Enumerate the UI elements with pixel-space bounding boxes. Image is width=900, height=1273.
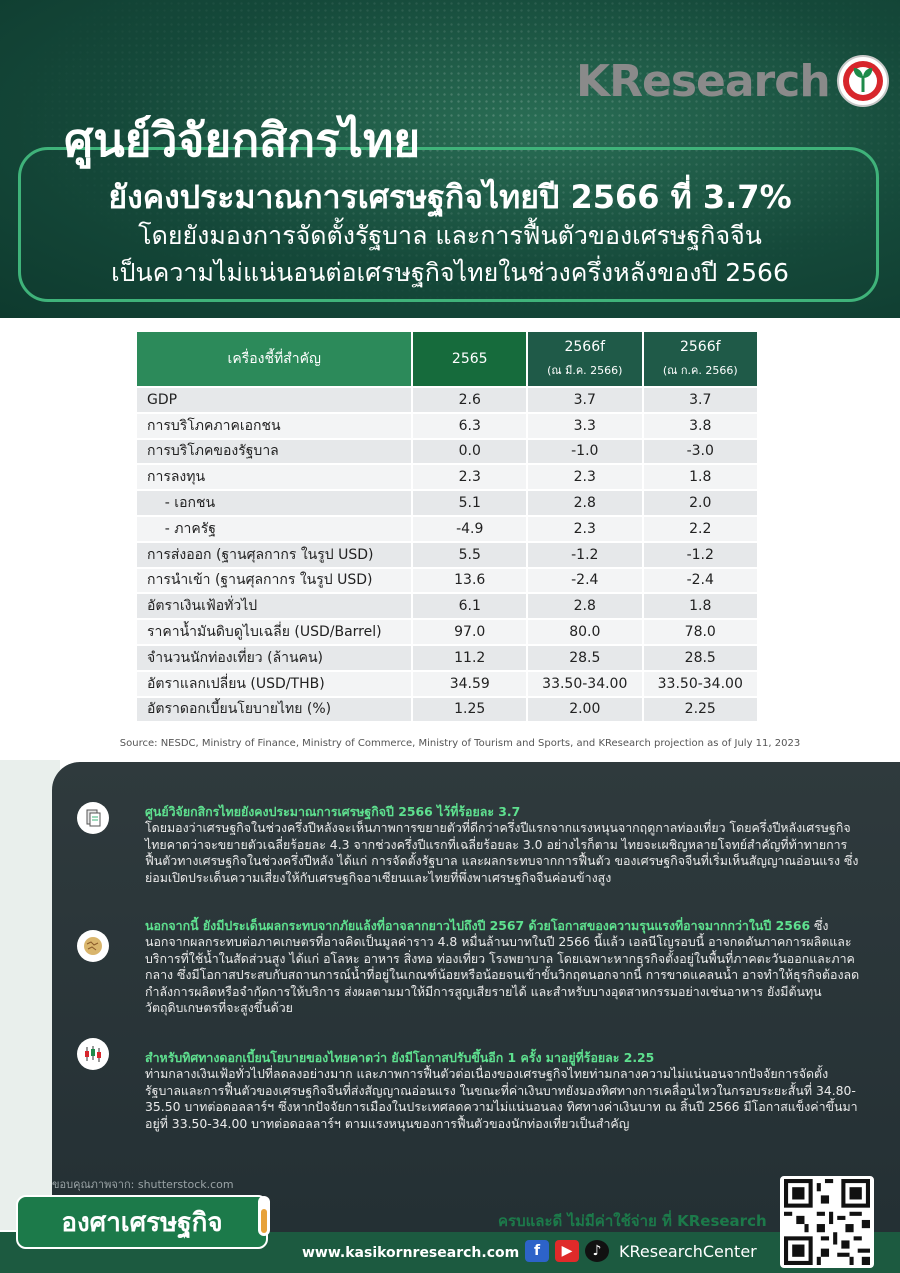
row-value: 2.25 [643, 697, 759, 723]
row-value: 28.5 [643, 645, 759, 671]
header-2565: 2565 [412, 331, 527, 387]
row-value: -3.0 [643, 439, 759, 465]
table-row [136, 619, 758, 645]
row-value: 2.3 [527, 464, 642, 490]
row-label: GDP [136, 387, 412, 413]
header-banner [0, 0, 900, 318]
row-value: 3.7 [643, 387, 759, 413]
row-value: 2.6 [412, 387, 527, 413]
youtube-icon[interactable]: ▶ [555, 1240, 579, 1262]
row-value: 2.0 [643, 490, 759, 516]
row-value: 2.3 [527, 516, 642, 542]
row-value: 80.0 [527, 619, 642, 645]
row-label: การบริโภคของรัฐบาล [136, 439, 412, 465]
table-row [136, 490, 758, 516]
header-indicator: เครื่องชี้ที่สำคัญ [136, 331, 412, 387]
row-value: 33.50-34.00 [643, 671, 759, 697]
point-3-heading: สำหรับทิศทางดอกเบี้ยนโยบายของไทยคาดว่า ยังมีโอกาสปรับขึ้นอีก 1 ครั้ง มาอยู่ที่ร้อยละ 2.25 [145, 1050, 655, 1065]
point-1-body: โดยมองว่าเศรษฐกิจในช่วงครึ่งปีหลังจะเห็นภาพการขยายตัวที่ดีกว่าครึ่งปีแรกจากแรงหนุนจากฤดูกาลท่องเที่ยว โดยครึ่งปีหลังเศรษฐกิจไทยคาดว่าจะขยายตัวเฉลี่ยร้อยละ 4.3 จากช่วงครึ่งปีแรกที่เฉลี่ยร้อยละ 3.0 อย่างไรก็ตาม ไทยจะเผชิญหลายโจทย์สำคัญที่ท้าทายการฟื้นตัวทางเศรษฐกิจในช่วงครึ่งปีหลัง ได้แก่ การจัดตั้งรัฐบาล และผลกระทบจากการฟื้นตัว ของเศรษฐกิจจีนที่เริ่มเห็นสัญญาณอ่อนแรง ซึ่งย่อมเปิดประเด็นความเสี่ยงให้กับเศรษฐกิจอาเซียนและไทยที่พึ่งพาเศรษฐกิจจีนค่อนข้างสูง [145, 820, 859, 885]
thermometer-icon [258, 1196, 270, 1236]
table-row [136, 645, 758, 671]
point-1 [145, 804, 860, 886]
row-label: อัตราเงินเฟ้อทั่วไป [136, 593, 412, 619]
header-2566f-jul: 2566f (ณ ก.ค. 2566) [643, 331, 759, 387]
point-1-heading: ศูนย์วิจัยกสิกรไทยยังคงประมาณการเศรษฐกิจปี 2566 ไว้ที่ร้อยละ 3.7 [145, 804, 521, 819]
row-value: 13.6 [412, 568, 527, 594]
row-value: 11.2 [412, 645, 527, 671]
row-value: 2.00 [527, 697, 642, 723]
row-value: 3.8 [643, 413, 759, 439]
point-2-heading: นอกจากนี้ ยังมีประเด็นผลกระทบจากภัยแล้งที่อาจลากยาวไปถึงปี 2567 ด้วยโอกาสของความรุนแรงที่อาจมากกว่าในปี 2566 [145, 918, 811, 933]
headline-sub-1: โดยยังมองการจัดตั้งรัฐบาล และการฟื้นตัวของเศรษฐกิจจีน [138, 221, 762, 250]
row-value: 97.0 [412, 619, 527, 645]
candlestick-chart-icon [77, 1038, 109, 1070]
point-3-body: ท่ามกลางเงินเฟ้อทั่วไปที่ลดลงอย่างมาก และภาพการฟื้นตัวต่อเนื่องของเศรษฐกิจไทยท่ามกลางความไม่แน่นอนจากปัจจัยการจัดตั้งรัฐบาลและการฟื้นตัวของเศรษฐกิจจีนที่ส่งสัญญาณอ่อนแรง ในขณะที่ค่าเงินบาทยังมองทิศทางการเคลื่อนไหวในกรอบระยะสั้นที่ 34.80-35.50 บาทต่อดอลลาร์ฯ ซึ่งหากปัจจัยการเมืองในประเทศลดความไม่แน่นอนลง ทิศทางค่าเงินบาท ณ สิ้นปี 2566 มีโอกาสแข็งค่าขึ้นมาอยู่ที่ 33.50-34.00 บาทต่อดอลลาร์ฯ ตามแรงหนุนของการฟื้นตัวของนักท่องเที่ยวเป็นสำคัญ [145, 1066, 858, 1131]
tiktok-icon[interactable]: ♪ [585, 1240, 609, 1262]
row-value: 78.0 [643, 619, 759, 645]
row-value: 0.0 [412, 439, 527, 465]
drought-globe-icon [77, 930, 109, 962]
kresearch-logo [576, 54, 890, 108]
row-value: 3.3 [527, 413, 642, 439]
table-row [136, 568, 758, 594]
row-label: - ภาครัฐ [136, 516, 412, 542]
headline-sub-2: เป็นความไม่แน่นอนต่อเศรษฐกิจไทยในช่วงครึ่งหลังของปี 2566 [111, 258, 789, 287]
row-value: -1.2 [643, 542, 759, 568]
row-label: - เอกชน [136, 490, 412, 516]
org-title: ศูนย์วิจัยกสิกรไทย [64, 113, 421, 167]
document-icon [77, 802, 109, 834]
table-row [136, 671, 758, 697]
row-label: จำนวนนักท่องเที่ยว (ล้านคน) [136, 645, 412, 671]
forecast-table [135, 330, 759, 723]
row-value: 2.8 [527, 593, 642, 619]
row-label: อัตราแลกเปลี่ยน (USD/THB) [136, 671, 412, 697]
row-value: 2.8 [527, 490, 642, 516]
social-links [525, 1240, 757, 1262]
table-source: Source: NESDC, Ministry of Finance, Ministry of Commerce, Ministry of Tourism and Sports, and KResearch projection as of July 11, 2023 [119, 738, 801, 749]
row-label: การลงทุน [136, 464, 412, 490]
row-label: ราคาน้ำมันดิบดูไบเฉลี่ย (USD/Barrel) [136, 619, 412, 645]
table-row [136, 697, 758, 723]
table-row [136, 593, 758, 619]
header-2566f-mar: 2566f (ณ มี.ค. 2566) [527, 331, 642, 387]
table-row [136, 387, 758, 413]
row-value: 1.25 [412, 697, 527, 723]
table-row [136, 439, 758, 465]
row-value: -1.0 [527, 439, 642, 465]
row-value: -1.2 [527, 542, 642, 568]
row-value: 6.1 [412, 593, 527, 619]
point-2 [145, 918, 860, 1016]
row-value: -4.9 [412, 516, 527, 542]
point-2-body: ซึ่งนอกจากผลกระทบต่อภาคเกษตรที่อาจคิดเป็นมูลค่าราว 4.8 หมื่นล้านบาทในปี 2566 นี้แล้ว เอลนีโญรอบนี้ อาจกดดันภาคการผลิตและบริการที่ใช้น้ำในสัดส่วนสูง ได้แก่ อโลหะ อาหาร สิ่งทอ ท่องเที่ยว โรงพยาบาล โดยเฉพาะหากธุรกิจตั้งอยู่ในพื้นที่ภาคตะวันออกและภาคกลาง ซึ่งมีโอกาสประสบกับสถานการณ์น้ำที่อยู่ในเกณฑ์น้อยหรือน้อยจนเข้าขั้นวิกฤตนอกจากนี้ การขาดแคลนน้ำ อาจทำให้ธุรกิจต้องลดกำลังการผลิตหรือจำกัดการให้บริการ ส่งผลตามมาให้มีการสูญเสียรายได้ และสำหรับบางอุตสาหกรรมอย่างเช่นอาหาร ยังมีต้นทุนวัตถุดิบเกษตรที่จะสูงขึ้นด้วย [145, 918, 860, 1016]
row-value: 6.3 [412, 413, 527, 439]
table-row [136, 516, 758, 542]
qr-code[interactable] [780, 1176, 874, 1268]
table-row [136, 542, 758, 568]
row-value: -2.4 [643, 568, 759, 594]
table-header-row [136, 331, 758, 387]
brand-badge: องศาเศรษฐกิจ [16, 1195, 268, 1249]
headline-main: ยังคงประมาณการเศรษฐกิจไทยปี 2566 ที่ 3.7% [108, 178, 792, 216]
website-link[interactable]: www.kasikornresearch.com [302, 1245, 520, 1261]
row-label: การส่งออก (ฐานศุลกากร ในรูป USD) [136, 542, 412, 568]
table-row [136, 413, 758, 439]
row-value: 3.7 [527, 387, 642, 413]
row-value: 2.2 [643, 516, 759, 542]
row-value: 5.5 [412, 542, 527, 568]
row-value: -2.4 [527, 568, 642, 594]
footer-tagline: ครบและดี ไม่มีค่าใช้จ่าย ที่ KResearch [498, 1212, 767, 1230]
logo-text: KResearch [576, 55, 830, 107]
row-value: 1.8 [643, 464, 759, 490]
row-label: อัตราดอกเบี้ยนโยบายไทย (%) [136, 697, 412, 723]
row-label: การนำเข้า (ฐานศุลกากร ในรูป USD) [136, 568, 412, 594]
social-handle[interactable]: KResearchCenter [619, 1241, 757, 1261]
row-value: 33.50-34.00 [527, 671, 642, 697]
row-value: 1.8 [643, 593, 759, 619]
row-value: 5.1 [412, 490, 527, 516]
row-value: 28.5 [527, 645, 642, 671]
facebook-icon[interactable]: f [525, 1240, 549, 1262]
kbank-leaf-icon [836, 54, 890, 108]
row-label: การบริโภคภาคเอกชน [136, 413, 412, 439]
point-3 [145, 1050, 860, 1132]
panel-side-accent [0, 760, 60, 1230]
row-value: 34.59 [412, 671, 527, 697]
photo-credit: ขอบคุณภาพจาก: shutterstock.com [52, 1178, 234, 1191]
table-row [136, 464, 758, 490]
row-value: 2.3 [412, 464, 527, 490]
